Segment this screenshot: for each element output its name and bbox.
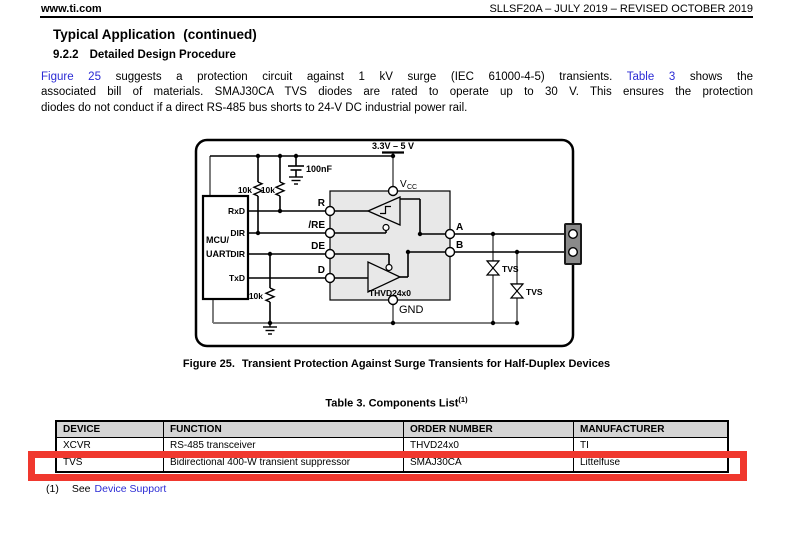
device-support-link[interactable]: Device Support <box>94 483 167 495</box>
figure-caption <box>40 358 753 370</box>
paragraph-text-1: suggests a protection circuit against 1 kV surge (IEC 61000-4-5) transients. <box>100 71 627 83</box>
bus-connector <box>565 224 581 264</box>
footnote-text: See <box>71 483 91 495</box>
footnote-marker: (1) <box>46 483 59 495</box>
paragraph-line-1 <box>41 70 753 85</box>
header-rule <box>40 16 753 18</box>
cell-function: Bidirectional 400-W transient suppressor <box>164 454 404 472</box>
section-heading-continued: (continued) <box>183 27 257 42</box>
ic-pin-label-r: R <box>317 198 325 209</box>
tvs1-label: TVS <box>502 264 519 274</box>
column-header-manufacturer: MANUFACTURER <box>574 422 728 438</box>
mcu-label-line1: MCU/ <box>206 235 229 245</box>
vcc-subscript: CC <box>407 184 418 191</box>
cell-function: RS-485 transceiver <box>164 438 404 454</box>
resistor2-value-label: 10k <box>260 185 275 195</box>
subsection-title: Detailed Design Procedure <box>89 49 236 61</box>
cell-order-number: THVD24x0 <box>404 438 574 454</box>
section-heading-main: Typical Application <box>53 27 176 42</box>
ground-symbol-cap <box>289 177 303 184</box>
ic-pin-label-a: A <box>456 222 464 233</box>
ic-pin-label-de: DE <box>311 241 325 252</box>
subsection-number: 9.2.2 <box>53 49 79 61</box>
table-title-text: Table 3. Components List <box>325 397 459 410</box>
pin-re <box>326 229 335 238</box>
ic-pin-label-re: /RE <box>308 220 325 231</box>
table-title-footnote-ref: (1) <box>458 395 468 404</box>
figure-caption-text: Transient Protection Against Surge Transients for Half-Duplex Devices <box>241 358 611 370</box>
table-title <box>40 395 753 410</box>
ic-part-number-label: THVD24x0 <box>368 288 412 298</box>
supply-voltage-label: 3.3V – 5 V <box>371 141 415 151</box>
tvs-diode-1 <box>487 261 499 275</box>
driver-enable-bubble <box>386 265 392 271</box>
pin-vcc <box>389 187 398 196</box>
figure-25-link[interactable]: Figure 25 <box>41 71 101 83</box>
table-header-row <box>57 422 728 438</box>
tvs-diode-2 <box>511 284 523 298</box>
resistor-10k-3 <box>266 288 274 302</box>
vcc-label: V <box>400 179 407 190</box>
circuit-diagram <box>180 136 600 354</box>
mcu-pin-txd: TxD <box>228 273 245 283</box>
capacitor-value-label: 100nF <box>306 164 333 174</box>
column-header-order-number: ORDER NUMBER <box>404 422 574 438</box>
pin-b <box>446 248 455 257</box>
footnote <box>46 483 166 495</box>
capacitor-symbol <box>288 166 304 170</box>
paragraph-line-3: diodes do not conduct if a direct RS-485 bus shorts to 24-V DC industrial power rail. <box>41 101 468 114</box>
column-header-function: FUNCTION <box>164 422 404 438</box>
subsection-heading <box>53 49 236 61</box>
tvs2-label: TVS <box>526 287 543 297</box>
pin-d <box>326 274 335 283</box>
resistor-10k-2 <box>276 182 284 196</box>
circuit-diagram-svg <box>180 136 600 354</box>
section-heading <box>53 27 257 42</box>
body-paragraph <box>41 70 753 116</box>
paragraph-text-2: shows the <box>675 71 753 83</box>
paragraph-line-2: associated bill of materials. SMAJ30CA TVS diodes are rated to operate up to 30 V. This ensures the protection <box>41 86 753 99</box>
ti-site-link[interactable]: www.ti.com <box>41 3 102 15</box>
cell-order-number: SMAJ30CA <box>404 454 574 472</box>
mcu-pin-dir1: DIR <box>230 228 245 238</box>
ic-pin-label-d: D <box>317 265 325 276</box>
pin-a <box>446 230 455 239</box>
highlight-annotation-box <box>28 451 747 481</box>
resistor3-value-label: 10k <box>248 291 263 301</box>
gnd-label: GND <box>399 304 424 316</box>
cell-device: XCVR <box>57 438 164 454</box>
mcu-label-line2: UART <box>206 249 231 259</box>
ic-pin-label-b: B <box>456 240 464 251</box>
cell-manufacturer: Littelfuse <box>574 454 728 472</box>
column-header-device: DEVICE <box>57 422 164 438</box>
receiver-enable-bubble <box>383 225 389 231</box>
document-revision-info: SLLSF20A – JULY 2019 – REVISED OCTOBER 2019 <box>489 3 753 15</box>
mcu-pin-rxd: RxD <box>227 206 245 216</box>
table-3-link[interactable]: Table 3 <box>626 71 676 83</box>
cell-manufacturer: TI <box>574 438 728 454</box>
mcu-pin-dir2: DIR <box>230 249 245 259</box>
pin-de <box>326 250 335 259</box>
resistor1-value-label: 10k <box>237 185 252 195</box>
cell-device: TVS <box>57 454 164 472</box>
pin-r <box>326 207 335 216</box>
figure-caption-number: Figure 25. <box>182 358 235 370</box>
